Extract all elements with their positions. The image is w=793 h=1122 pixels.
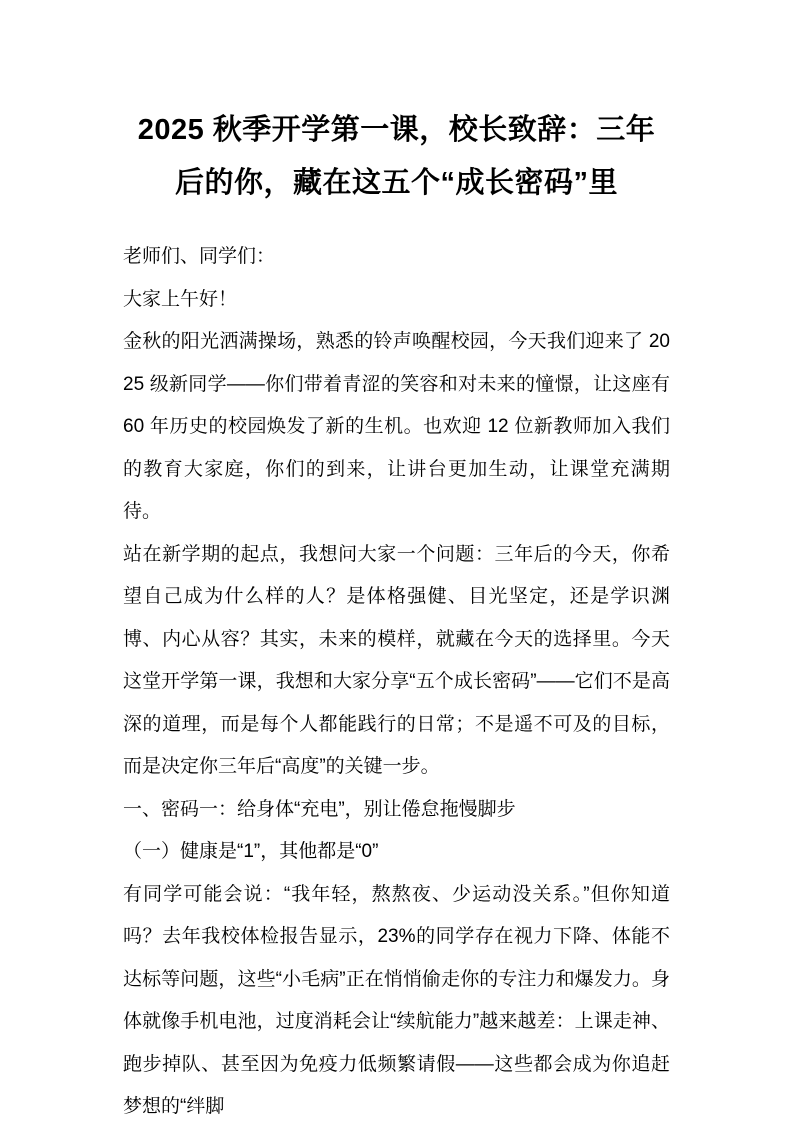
paragraph-greeting: 大家上午好！	[123, 288, 238, 310]
paragraph-health-body: 有同学可能会说：“我年轻，熬熬夜、少运动没关系。”但你知道吗？去年我校体检报告显示，23%的同学存在视力下降、体能不达标等问题，这些“小毛病”正在悄悄偷走你的专注力和爆发力。身体就像手机电池，过度消耗会让“续航能力”越来越差：上课走神、跑步掉队、甚至因为免疫力低频繁请假——这些都会成为你追赶梦想的“绊脚	[123, 883, 670, 1117]
subsection-heading-health: （一）健康是“1”，其他都是“0”	[123, 841, 379, 862]
paragraph-welcome: 金秋的阳光洒满操场，熟悉的铃声唤醒校园，今天我们迎来了 2025 级新同学——你们带着青涩的笑容和对未来的憧憬，让这座有 60 年历史的校园焕发了新的生机。也欢迎 12 位新教师加入我们的教育大家庭，你们的到来，让讲台更加生动，让课堂充满期待。	[123, 331, 670, 522]
paragraph-question: 站在新学期的起点，我想问大家一个问题：三年后的今天，你希望自己成为什么样的人？是体格强健、目光坚定，还是学识渊博、内心从容？其实，未来的模样，就藏在今天的选择里。今天这堂开学第一课，我想和大家分享“五个成长密码”——它们不是高深的道理，而是每个人都能践行的日常；不是遥不可及的目标，而是决定你三年后“高度”的关键一步。	[123, 543, 670, 777]
paragraph-salutation: 老师们、同学们：	[123, 246, 276, 267]
section-heading-code-one: 一、密码一：给身体“充电”，别让倦怠拖慢脚步	[123, 798, 516, 820]
document-title: 2025 秋季开学第一课，校长致辞：三年后的你，藏在这五个“成长密码”里	[137, 114, 656, 199]
